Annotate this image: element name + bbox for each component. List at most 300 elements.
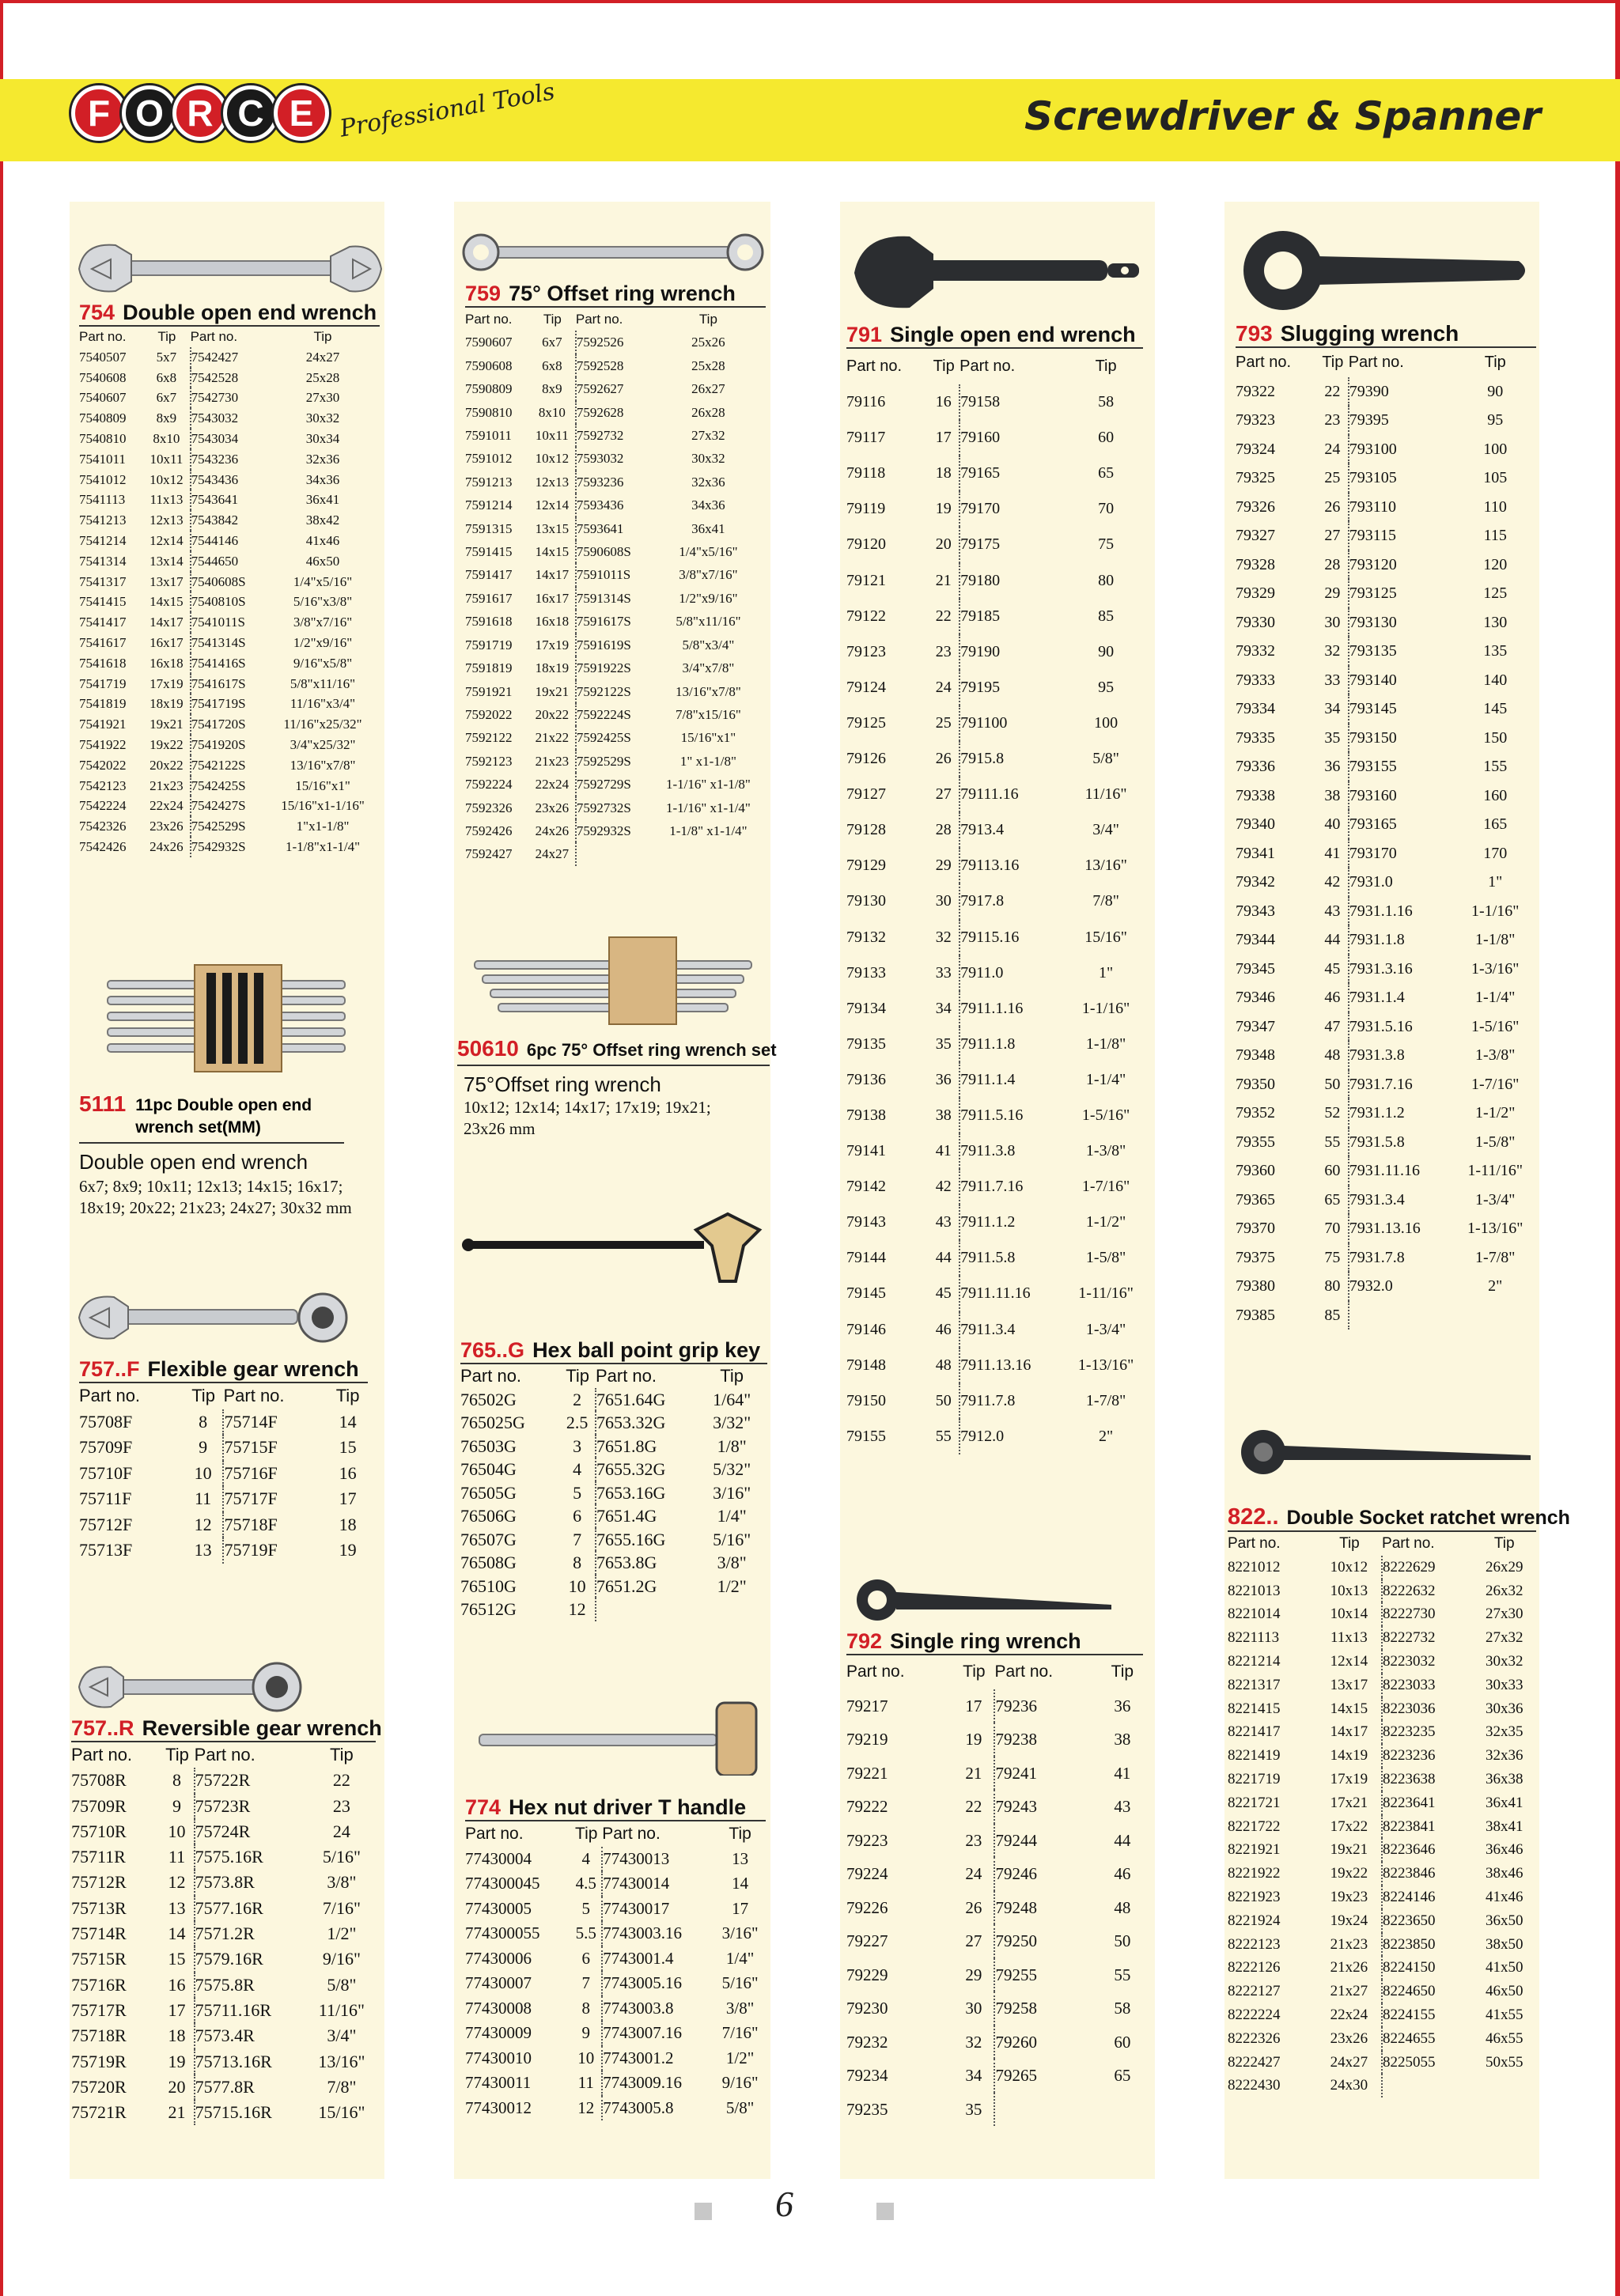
tip-cell: 23x26 xyxy=(535,800,570,815)
table-row xyxy=(1228,1674,1536,1697)
tip-cell: 13/16"x7/8" xyxy=(290,757,356,773)
part-number-cell: 79170 xyxy=(960,491,1065,527)
table-row xyxy=(71,1998,376,2023)
table-row xyxy=(1228,1556,1536,1579)
tip-cell: 36x41 xyxy=(691,520,725,536)
table-row xyxy=(79,531,380,551)
tip-cell: 3 xyxy=(573,1435,582,1456)
tip-cell: 7/8" xyxy=(327,2076,357,2097)
tip-cell: 80 xyxy=(1098,571,1115,589)
tip-cell: 165 xyxy=(1483,815,1508,833)
tip-cell: 11/16" xyxy=(1084,785,1127,804)
table-row xyxy=(846,634,1147,670)
table-row xyxy=(79,612,380,633)
tip-cell: 24x27 xyxy=(305,349,340,365)
part-number-cell: 79340 xyxy=(1236,815,1275,833)
column-header: Part no. xyxy=(846,1662,905,1681)
logo-letter: C xyxy=(223,85,278,141)
table-row xyxy=(465,563,766,586)
part-number-cell: 8221317 xyxy=(1228,1676,1281,1693)
tip-cell: 3/8"x7/16" xyxy=(679,567,738,583)
column-header: Part no. xyxy=(194,1745,255,1765)
table-row xyxy=(71,1973,376,1998)
section-title xyxy=(79,1091,344,1144)
table-row xyxy=(79,347,380,368)
tip-cell: 44 xyxy=(1324,931,1341,948)
part-number-cell: 774300055 xyxy=(465,1923,540,1942)
tip-cell: 18 xyxy=(168,2026,186,2046)
tip-cell: 19x23 xyxy=(1330,1888,1368,1905)
table-row xyxy=(1236,608,1536,637)
part-number-cell: 7931.0 xyxy=(1349,868,1455,897)
table-row xyxy=(846,1689,1143,1723)
part-number-cell: 79238 xyxy=(994,1723,1101,1757)
tip-cell: 24x30 xyxy=(1330,2077,1368,2094)
part-number-cell: 77430017 xyxy=(602,1897,714,1922)
item-name: 75° Offset ring wrench xyxy=(509,282,736,305)
part-number-cell: 79335 xyxy=(1236,728,1275,747)
tip-cell: 27x32 xyxy=(691,428,725,444)
table-row xyxy=(465,1971,766,1996)
tip-cell: 25x28 xyxy=(305,369,340,385)
tip-cell: 21x23 xyxy=(150,777,184,793)
part-number-cell: 8221014 xyxy=(1228,1606,1281,1623)
part-number-cell: 7915.8 xyxy=(960,741,1065,777)
part-number-cell: 79141 xyxy=(846,1142,886,1160)
tip-cell: 5.5 xyxy=(575,1923,596,1942)
part-number-cell: 7541922 xyxy=(79,736,127,752)
column-header: Tip xyxy=(1339,1535,1360,1552)
footer-square-icon xyxy=(876,2203,894,2220)
tip-cell: 25 xyxy=(935,713,952,732)
table-row xyxy=(846,456,1147,491)
table-row xyxy=(71,2023,376,2048)
item-name: Flexible gear wrench xyxy=(147,1357,359,1381)
part-number-cell: 79128 xyxy=(846,821,886,839)
tip-cell: 30x34 xyxy=(305,430,340,446)
tip-cell: 1-7/16" xyxy=(1081,1178,1130,1196)
table-row xyxy=(465,773,766,796)
tip-cell: 16 xyxy=(168,1974,186,1995)
tip-cell: 2" xyxy=(1099,1427,1114,1445)
tip-cell: 46x55 xyxy=(1485,2029,1523,2047)
tip-cell: 40 xyxy=(1324,815,1341,833)
tip-cell: 3/32" xyxy=(713,1413,751,1432)
part-number-cell: 7592526 xyxy=(576,331,651,354)
part-number-cell xyxy=(1382,2074,1472,2097)
part-number-cell: 8224150 xyxy=(1382,1956,1472,1980)
tip-cell: 16 xyxy=(339,1462,357,1483)
item-name: Reversible gear wrench xyxy=(142,1716,382,1740)
tip-cell: 12x13 xyxy=(535,474,570,490)
table-row xyxy=(79,1409,368,1435)
part-number-cell: 7542427S xyxy=(191,796,266,816)
column-header: Part no. xyxy=(575,312,623,327)
tip-cell: 21 xyxy=(168,2102,186,2123)
tip-cell: 25x28 xyxy=(691,357,725,373)
tip-cell: 2.5 xyxy=(566,1413,589,1432)
tip-cell: 38x50 xyxy=(1485,1935,1523,1953)
part-number-cell: 7911.0 xyxy=(960,955,1065,991)
tip-cell: 20 xyxy=(935,535,952,554)
part-number-cell: 7591315 xyxy=(465,520,513,536)
table-row xyxy=(465,401,766,424)
part-number-cell: 77430010 xyxy=(465,2048,532,2067)
tip-cell: 3/8"x7/16" xyxy=(293,615,353,630)
tip-cell: 27 xyxy=(1324,527,1341,544)
table-header-row xyxy=(460,1364,761,1388)
tip-cell: 19x21 xyxy=(535,683,570,699)
table-row xyxy=(846,848,1147,883)
table-row xyxy=(79,1461,368,1487)
part-number-cell: 7575.16R xyxy=(195,1844,308,1870)
part-number-cell: 79347 xyxy=(1236,1017,1275,1035)
parts-table xyxy=(846,349,1147,1454)
tip-cell: 12 xyxy=(194,1514,212,1534)
part-number-cell: 8221921 xyxy=(1228,1841,1281,1859)
table-row xyxy=(1236,955,1536,984)
part-number-cell: 7573.8R xyxy=(195,1870,308,1895)
table-row xyxy=(71,2075,376,2100)
tip-cell: 12 xyxy=(568,1599,586,1619)
tip-cell: 17 xyxy=(168,1999,186,2020)
part-number-cell: 7911.11.16 xyxy=(960,1276,1065,1311)
tip-cell: 13/16" xyxy=(1084,857,1127,875)
table-row xyxy=(1228,1626,1536,1650)
part-number-cell: 79111.16 xyxy=(960,777,1065,812)
parts-table xyxy=(79,1383,368,1564)
slugging-wrench-image xyxy=(1234,229,1535,316)
table-row xyxy=(1236,1156,1536,1186)
part-number-cell: 7931.5.8 xyxy=(1349,1128,1455,1157)
table-row xyxy=(79,490,380,510)
tip-cell: 24x27 xyxy=(1330,2053,1368,2071)
part-number-cell: 75713R xyxy=(71,1897,127,1918)
part-number-cell: 7542730 xyxy=(191,388,266,408)
tip-cell: 17 xyxy=(965,1696,982,1715)
part-number-cell: 8224155 xyxy=(1382,2003,1472,2027)
part-number-cell: 75721R xyxy=(71,2102,127,2123)
tip-cell: 32x36 xyxy=(1485,1747,1523,1765)
table-row xyxy=(846,1062,1147,1098)
part-number-cell: 79329 xyxy=(1236,584,1275,602)
part-number-cell: 8221013 xyxy=(1228,1582,1281,1599)
tip-cell: 43 xyxy=(1114,1797,1131,1816)
part-number-cell: 75708F xyxy=(79,1411,133,1432)
table-row xyxy=(1236,550,1536,580)
table-row xyxy=(846,1383,1147,1419)
part-number-cell: 793160 xyxy=(1349,781,1455,811)
tip-cell: 17x19 xyxy=(150,675,184,691)
part-number-cell: 7592729S xyxy=(576,773,651,796)
part-number-cell: 7591618 xyxy=(465,614,513,630)
part-number-cell: 7542426 xyxy=(79,838,127,854)
part-number-cell: 75713F xyxy=(79,1540,133,1560)
part-number-cell: 7542932S xyxy=(191,837,266,857)
part-number-cell: 79246 xyxy=(994,1857,1101,1891)
part-number-cell: 8222427 xyxy=(1228,2053,1281,2071)
tip-cell: 46 xyxy=(935,1320,952,1338)
part-number-cell: 79222 xyxy=(846,1797,888,1816)
part-number-cell: 76508G xyxy=(460,1553,517,1572)
table-row xyxy=(79,796,380,816)
table-header-row xyxy=(79,327,380,347)
tip-cell: 75 xyxy=(1098,535,1115,554)
table-row xyxy=(79,551,380,572)
part-number-cell: 7591011S xyxy=(576,563,651,586)
part-number-cell: 75712R xyxy=(71,1872,127,1893)
set-sizes: 6x7; 8x9; 10x11; 12x13; 14x15; 16x17; 18x19; 20x22; 21x23; 24x27; 30x32 mm xyxy=(79,1177,352,1218)
item-number: 50610 xyxy=(457,1036,519,1061)
part-number-cell: 791100 xyxy=(960,705,1065,741)
table-row xyxy=(846,1419,1147,1454)
table-row xyxy=(71,1921,376,1946)
tip-cell: 35 xyxy=(965,2099,982,2119)
part-number-cell: 7743005.16 xyxy=(602,1971,714,1996)
part-number-cell: 7591213 xyxy=(465,474,513,490)
tip-cell: 55 xyxy=(1324,1133,1341,1151)
part-number-cell: 79334 xyxy=(1236,700,1275,717)
part-number-cell: 7931.5.16 xyxy=(1349,1012,1455,1042)
tip-cell xyxy=(1102,2093,1143,2127)
tip-cell: 10 xyxy=(568,1575,586,1596)
part-number-cell: 79190 xyxy=(960,634,1065,670)
part-number-cell: 7651.64G xyxy=(596,1388,702,1412)
tip-cell: 1-7/8" xyxy=(1085,1391,1126,1409)
column-header: Tip xyxy=(698,312,717,327)
part-number-cell: 7544650 xyxy=(191,551,266,572)
tip-cell xyxy=(702,1598,761,1621)
part-number-cell: 79327 xyxy=(1236,527,1275,544)
column-header: Tip xyxy=(1322,354,1344,371)
part-number-cell: 7575.8R xyxy=(195,1973,308,1998)
part-number-cell: 793150 xyxy=(1349,724,1455,753)
table-row xyxy=(1228,2003,1536,2027)
tip-cell: 33 xyxy=(1324,671,1341,689)
section-759 xyxy=(465,282,766,866)
table-row xyxy=(846,1924,1143,1958)
tip-cell: 10x14 xyxy=(1330,1606,1368,1623)
column-header: Part no. xyxy=(595,1366,657,1386)
part-number-cell: 79146 xyxy=(846,1320,886,1338)
table-row xyxy=(846,1240,1147,1276)
tip-cell: 29 xyxy=(935,857,952,875)
part-number-cell: 75710F xyxy=(79,1462,133,1483)
item-name-line: 11pc Double open end xyxy=(135,1096,312,1114)
tip-cell: 1-13/16" xyxy=(1077,1356,1134,1374)
part-number-cell: 793155 xyxy=(1349,752,1455,781)
tip-cell: 6x8 xyxy=(542,357,562,373)
tip-cell: 30x32 xyxy=(305,410,340,426)
part-number-cell: 79323 xyxy=(1236,411,1275,429)
tip-cell: 10x12 xyxy=(535,451,570,467)
part-number-cell: 79322 xyxy=(1236,382,1275,400)
part-number-cell: 79160 xyxy=(960,420,1065,456)
section-792 xyxy=(846,1629,1143,2126)
tip-cell: 1-1/8" xyxy=(1475,931,1516,948)
table-row xyxy=(846,384,1147,420)
tip-cell: 26x28 xyxy=(691,404,725,420)
tip-cell: 120 xyxy=(1483,555,1508,573)
tip-cell: 8 xyxy=(199,1411,208,1432)
table-row xyxy=(79,1486,368,1512)
tip-cell: 1-11/16" xyxy=(1467,1162,1523,1179)
tip-cell: 150 xyxy=(1483,728,1508,747)
table-row xyxy=(846,1205,1147,1240)
tip-cell xyxy=(1454,1301,1536,1330)
part-number-cell: 7591617S xyxy=(576,610,651,633)
tip-cell: 90 xyxy=(1098,642,1115,660)
item-number: 792 xyxy=(846,1629,883,1653)
offset-ring-wrench-set-image xyxy=(459,921,767,1032)
tip-cell: 1" x1-1/8" xyxy=(679,753,736,769)
table-row xyxy=(1236,493,1536,522)
tip-cell: 36x38 xyxy=(1485,1770,1523,1787)
part-number-cell: 7590809 xyxy=(465,381,513,397)
tip-cell: 26x29 xyxy=(1485,1558,1523,1575)
part-number-cell: 7542122S xyxy=(191,755,266,776)
part-number-cell: 79145 xyxy=(846,1284,886,1303)
part-number-cell: 7655.16G xyxy=(596,1528,702,1552)
part-number-cell: 79244 xyxy=(994,1824,1101,1858)
part-number-cell: 8223036 xyxy=(1382,1697,1472,1721)
part-number-cell: 79124 xyxy=(846,678,886,696)
part-number-cell: 7579.16R xyxy=(195,1946,308,1972)
set-description: Double open end wrench xyxy=(79,1150,308,1174)
part-number-cell: 77430009 xyxy=(465,2023,532,2042)
single-ring-wrench-image xyxy=(850,1578,1119,1625)
table-row xyxy=(846,1098,1147,1133)
tip-cell: 140 xyxy=(1483,671,1508,689)
part-number-cell: 7540607 xyxy=(79,390,127,406)
table-row xyxy=(460,1528,761,1552)
part-number-cell: 75720R xyxy=(71,2076,127,2097)
part-number-cell: 8223033 xyxy=(1382,1674,1472,1697)
table-row xyxy=(1228,1933,1536,1957)
tip-cell: 5/8"x11/16" xyxy=(290,675,356,691)
table-row xyxy=(1228,2074,1536,2097)
table-row xyxy=(79,470,380,490)
tip-cell: 105 xyxy=(1483,469,1508,486)
item-number: 822.. xyxy=(1228,1504,1279,1530)
part-number-cell: 7931.7.8 xyxy=(1349,1243,1455,1273)
table-row xyxy=(460,1388,761,1412)
tip-cell: 36 xyxy=(935,1070,952,1088)
tip-cell: 50 xyxy=(1324,1075,1341,1093)
part-number-cell: 7590608S xyxy=(576,540,651,563)
tip-cell: 9 xyxy=(172,1795,181,1816)
tip-cell: 3/4"x7/8" xyxy=(682,660,735,676)
part-number-cell: 79158 xyxy=(960,384,1065,420)
offset-ring-wrench-image xyxy=(459,231,767,272)
table-row xyxy=(465,796,766,819)
part-number-cell: 75711.16R xyxy=(195,1998,308,2023)
tip-cell: 170 xyxy=(1483,844,1508,862)
part-number-cell: 8221214 xyxy=(1228,1652,1281,1670)
page-number: 6 xyxy=(775,2184,793,2224)
part-number-cell: 7541618 xyxy=(79,655,127,671)
part-number-cell: 7541719 xyxy=(79,675,127,691)
part-number-cell: 7911.7.8 xyxy=(960,1383,1065,1419)
tip-cell: 60 xyxy=(1324,1162,1341,1179)
tip-cell: 36 xyxy=(1324,758,1341,775)
table-row xyxy=(465,1921,766,1946)
flexible-gear-wrench-image xyxy=(76,1289,361,1346)
column-header: Tip xyxy=(1111,1662,1134,1681)
tip-cell: 46x50 xyxy=(1485,1983,1523,2000)
tip-cell: 17 xyxy=(339,1488,357,1508)
tip-cell: 22 xyxy=(332,1770,350,1791)
part-number-cell: 7540810S xyxy=(191,592,266,612)
part-number-cell: 79390 xyxy=(1349,377,1455,407)
part-number-cell: 7911.13.16 xyxy=(960,1348,1065,1383)
tip-cell: 18x19 xyxy=(150,696,184,712)
part-number-cell: 8224146 xyxy=(1382,1886,1472,1909)
table-row xyxy=(460,1575,761,1598)
tip-cell: 60 xyxy=(1114,2032,1131,2052)
section-title xyxy=(79,1357,368,1383)
part-number-cell: 7542529S xyxy=(191,816,266,837)
table-row xyxy=(79,776,380,796)
part-number-cell: 79250 xyxy=(994,1924,1101,1958)
part-number-cell: 79241 xyxy=(994,1757,1101,1791)
tip-cell: 22 xyxy=(965,1797,982,1816)
tip-cell: 50 xyxy=(1114,1931,1131,1950)
tip-cell: 21x22 xyxy=(535,730,570,746)
tip-cell: 5 xyxy=(573,1482,582,1503)
tip-cell: 30 xyxy=(965,1999,982,2018)
part-number-cell: 79138 xyxy=(846,1106,886,1124)
tip-cell: 26 xyxy=(935,750,952,768)
section-title xyxy=(1228,1504,1570,1532)
tip-cell: 16x18 xyxy=(535,614,570,630)
part-number-cell: 7541617S xyxy=(191,674,266,694)
footer-square-icon xyxy=(695,2203,712,2220)
column-header: Part no. xyxy=(994,1662,1054,1681)
table-row xyxy=(1228,1768,1536,1791)
part-number-cell: 8221419 xyxy=(1228,1747,1281,1765)
column-header: Part no. xyxy=(602,1825,660,1843)
column-header: Tip xyxy=(720,1366,744,1386)
part-number-cell: 793130 xyxy=(1349,608,1455,637)
part-number-cell: 7541921 xyxy=(79,717,127,732)
column-header: Part no. xyxy=(190,329,238,344)
tip-cell: 70 xyxy=(1324,1220,1341,1237)
column-header: Part no. xyxy=(1348,354,1404,371)
table-row xyxy=(846,1992,1143,2026)
section-title xyxy=(465,282,766,308)
tip-cell: 18x19 xyxy=(535,660,570,676)
table-row xyxy=(1236,839,1536,868)
tip-cell: 1-11/16" xyxy=(1078,1284,1134,1303)
table-row xyxy=(1228,1838,1536,1862)
tip-cell: 4.5 xyxy=(575,1874,596,1893)
part-number-cell: 79221 xyxy=(846,1763,888,1783)
part-number-cell: 79226 xyxy=(846,1897,888,1917)
table-row xyxy=(846,1757,1143,1791)
part-number-cell: 7592628 xyxy=(576,401,651,424)
column-header: Part no. xyxy=(1228,1535,1281,1552)
tip-cell: 58 xyxy=(1114,1999,1131,2018)
tip-cell: 10x11 xyxy=(535,428,569,444)
tip-cell: 43 xyxy=(1324,902,1341,920)
tip-cell: 19 xyxy=(965,1730,982,1749)
part-number-cell: 7540608 xyxy=(79,369,127,385)
part-number-cell: 8223638 xyxy=(1382,1768,1472,1791)
table-row xyxy=(846,920,1147,955)
tip-cell: 14x15 xyxy=(150,594,184,610)
table-row xyxy=(465,2046,766,2071)
